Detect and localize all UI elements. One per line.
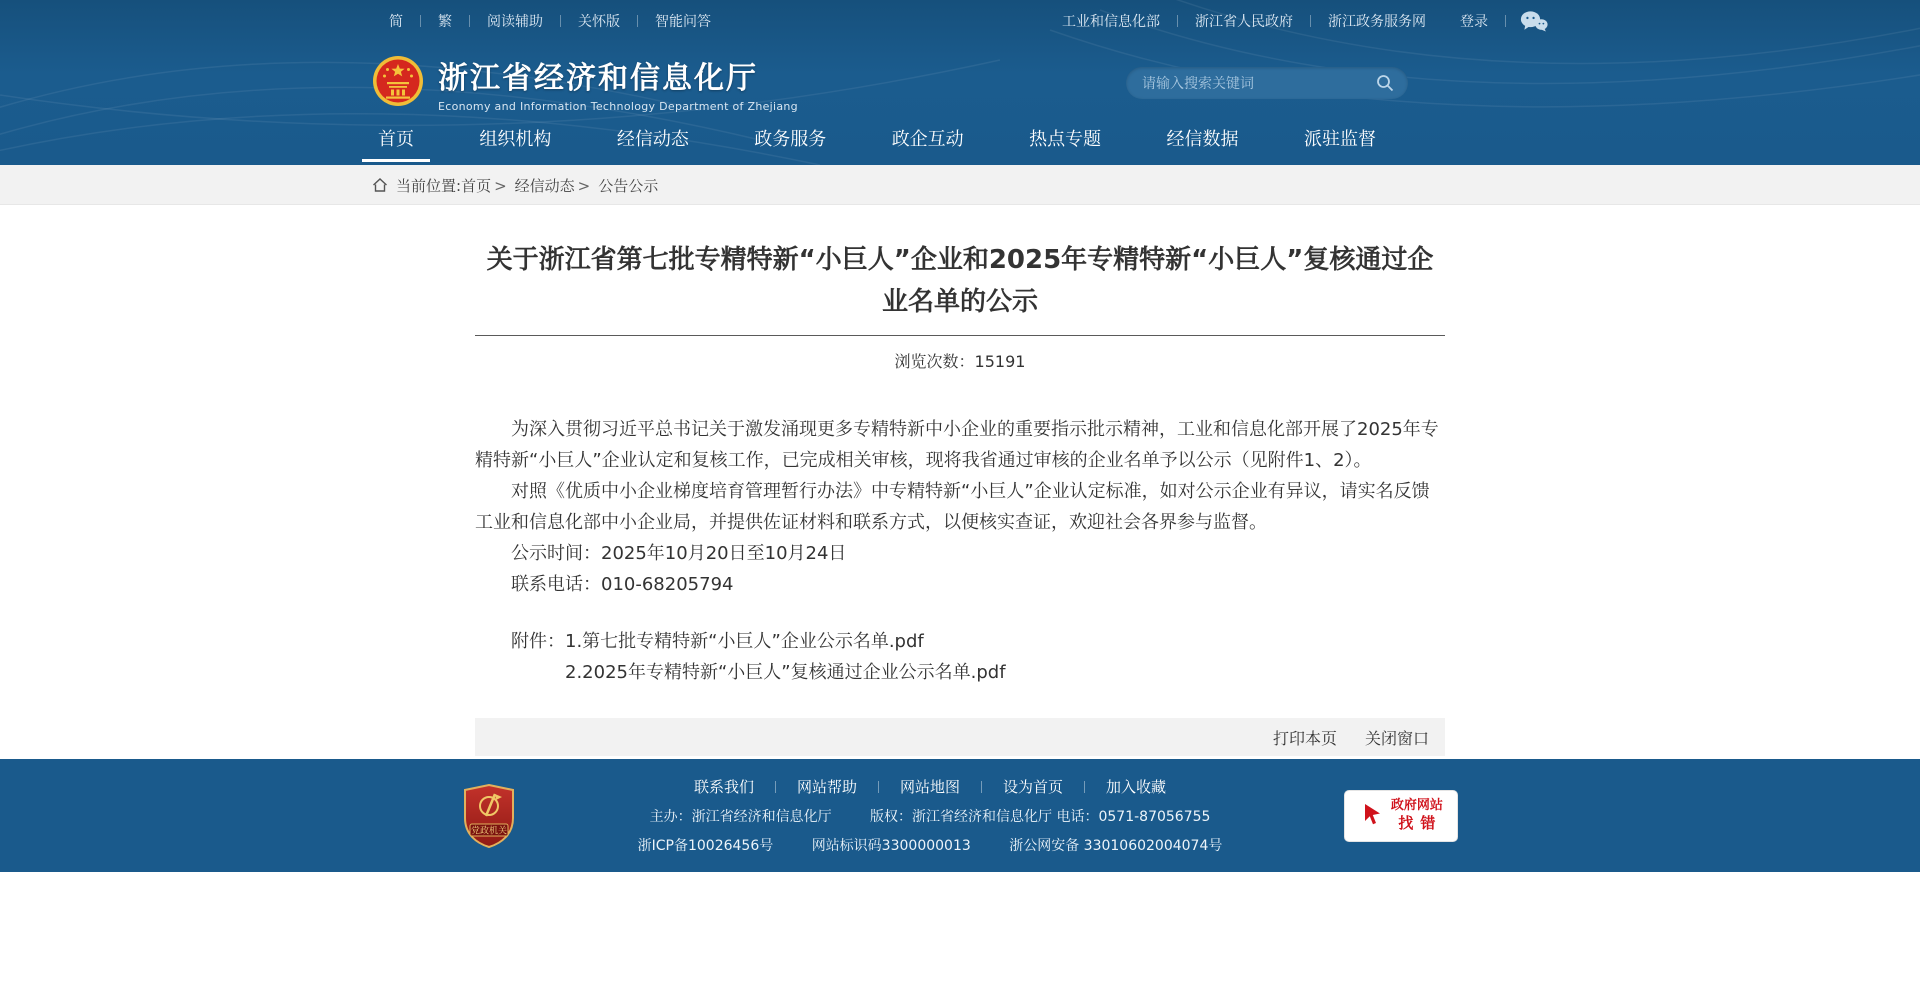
top-utility-bar: [372, 0, 1548, 42]
home-icon: [372, 177, 388, 193]
breadcrumb-home[interactable]: 首页: [461, 176, 492, 195]
breadcrumb-announcements: > 公告公示: [575, 175, 659, 196]
article: [475, 205, 1445, 756]
paragraph: 为深入贯彻习近平总书记关于激发涌现更多专精特新中小企业的重要指示批示精神，工业和信息化部开展了2025年专精特新“小巨人”企业认定和复核工作，已完成相关审核，现将我省通过审核的企业名单予以公示（见附件1、2）。: [475, 419, 1439, 471]
topbar-right-links: [1045, 10, 1548, 32]
site-logo[interactable]: [372, 53, 798, 113]
footer-registration-row: [621, 835, 1240, 855]
divider: [1505, 15, 1506, 27]
view-count-value: 15191: [974, 352, 1026, 371]
nav-item-supervision[interactable]: 派驻监督: [1303, 129, 1376, 150]
footer-copyright: 版权：浙江省经济和信息化厅 电话：0571-87056755: [870, 809, 1211, 825]
attachments-label: 附件：: [511, 631, 565, 652]
site-search: [1126, 67, 1408, 99]
nav-item-data[interactable]: 经信数据: [1166, 129, 1239, 150]
main-navigation: [372, 123, 1548, 165]
site-help-link[interactable]: 网站帮助: [796, 778, 857, 796]
attachment-link-1[interactable]: 1.第七批专精特新“小巨人”企业公示名单.pdf: [565, 631, 924, 652]
search-icon[interactable]: [1376, 74, 1394, 92]
site-footer: [0, 759, 1920, 872]
article-title: 关于浙江省第七批专精特新“小巨人”企业和2025年专精特新“小巨人”复核通过企业名单的公示: [486, 245, 1434, 317]
nav-item-topics[interactable]: 热点专题: [1029, 129, 1102, 150]
party-government-badge[interactable]: [462, 784, 516, 848]
smart-qa-link[interactable]: 智能问答: [655, 14, 711, 30]
contact-phone: 联系电话：010-68205794: [511, 574, 734, 595]
footer-icp: 浙ICP备10026456号: [637, 838, 774, 854]
error-badge-line2: 找错: [1398, 814, 1443, 833]
close-window-button[interactable]: 关闭窗口: [1364, 728, 1429, 748]
reading-assist-link[interactable]: 阅读辅助: [487, 14, 543, 30]
topbar-left-links: [372, 11, 728, 31]
article-body: [475, 414, 1445, 600]
view-count: [475, 349, 1445, 372]
footer-links: [621, 776, 1240, 797]
wechat-icon[interactable]: [1520, 10, 1548, 32]
nav-item-organization[interactable]: 组织机构: [479, 129, 552, 150]
content-area: [0, 205, 1920, 759]
nav-item-news[interactable]: 经信动态: [616, 129, 689, 150]
party-badge-label: 党政机关: [470, 826, 507, 836]
site-map-link[interactable]: 网站地图: [899, 778, 960, 796]
care-version-link[interactable]: 关怀版: [578, 14, 620, 30]
nav-item-home[interactable]: 首页: [372, 123, 420, 165]
header-main: [372, 42, 1548, 123]
site-name: [438, 53, 798, 113]
breadcrumb: [372, 165, 1548, 205]
view-count-label: 浏览次数：: [894, 352, 975, 371]
cursor-arrow-icon: [1360, 802, 1384, 830]
breadcrumb-prefix: 当前位置:: [396, 176, 462, 195]
site-header: [0, 0, 1920, 165]
publicity-time: 公示时间：2025年10月20日至10月24日: [511, 543, 847, 564]
traditional-chinese-link[interactable]: 繁: [438, 14, 452, 30]
footer-police-record: 浙公网安备 33010602004074号: [1009, 838, 1223, 854]
search-input[interactable]: [1140, 74, 1376, 92]
error-badge-text: [1391, 798, 1443, 833]
miit-link[interactable]: 工业和信息化部: [1062, 14, 1160, 30]
title-divider: [475, 335, 1445, 336]
site-title: 浙江省经济和信息化厅: [438, 60, 758, 96]
footer-host: 主办：浙江省经济和信息化厅: [649, 809, 832, 825]
article-toolbar: [475, 718, 1445, 756]
simplified-chinese-link[interactable]: 简: [389, 14, 403, 30]
contact-us-link[interactable]: 联系我们: [693, 778, 754, 796]
paragraph: 对照《优质中小企业梯度培育管理暂行办法》中专精特新“小巨人”企业认定标准，如对公示企业有异议，请实名反馈工业和信息化部中小企业局，并提供佐证材料和联系方式，以便核实查证，欢迎社会各界参与监督。: [475, 481, 1430, 533]
footer-info: [621, 776, 1240, 855]
print-page-button[interactable]: 打印本页: [1272, 728, 1337, 748]
bottom-whitespace: [0, 872, 1920, 991]
site-subtitle: Economy and Information Technology Department of Zhejiang: [438, 99, 798, 113]
nav-item-interaction[interactable]: 政企互动: [891, 129, 964, 150]
breadcrumb-bar: [0, 165, 1920, 205]
login-link[interactable]: 登录: [1460, 14, 1488, 30]
zhejiang-gov-link[interactable]: 浙江省人民政府: [1195, 14, 1293, 30]
footer-site-code: 网站标识码3300000013: [811, 838, 971, 854]
add-favorite-link[interactable]: 加入收藏: [1106, 778, 1167, 796]
error-badge-line1: 政府网站: [1390, 798, 1443, 813]
footer-copyright-row: [621, 806, 1240, 826]
attachments: [475, 626, 1445, 688]
breadcrumb-news[interactable]: > 经信动态: [491, 175, 575, 196]
gov-site-error-report-badge[interactable]: [1344, 790, 1458, 842]
zhejiang-service-link[interactable]: 浙江政务服务网: [1328, 14, 1426, 30]
set-homepage-link[interactable]: 设为首页: [1003, 778, 1064, 796]
nav-item-services[interactable]: 政务服务: [754, 129, 827, 150]
national-emblem-icon: [372, 55, 424, 111]
attachment-link-2[interactable]: 2.2025年专精特新“小巨人”复核通过企业公示名单.pdf: [565, 662, 1006, 683]
